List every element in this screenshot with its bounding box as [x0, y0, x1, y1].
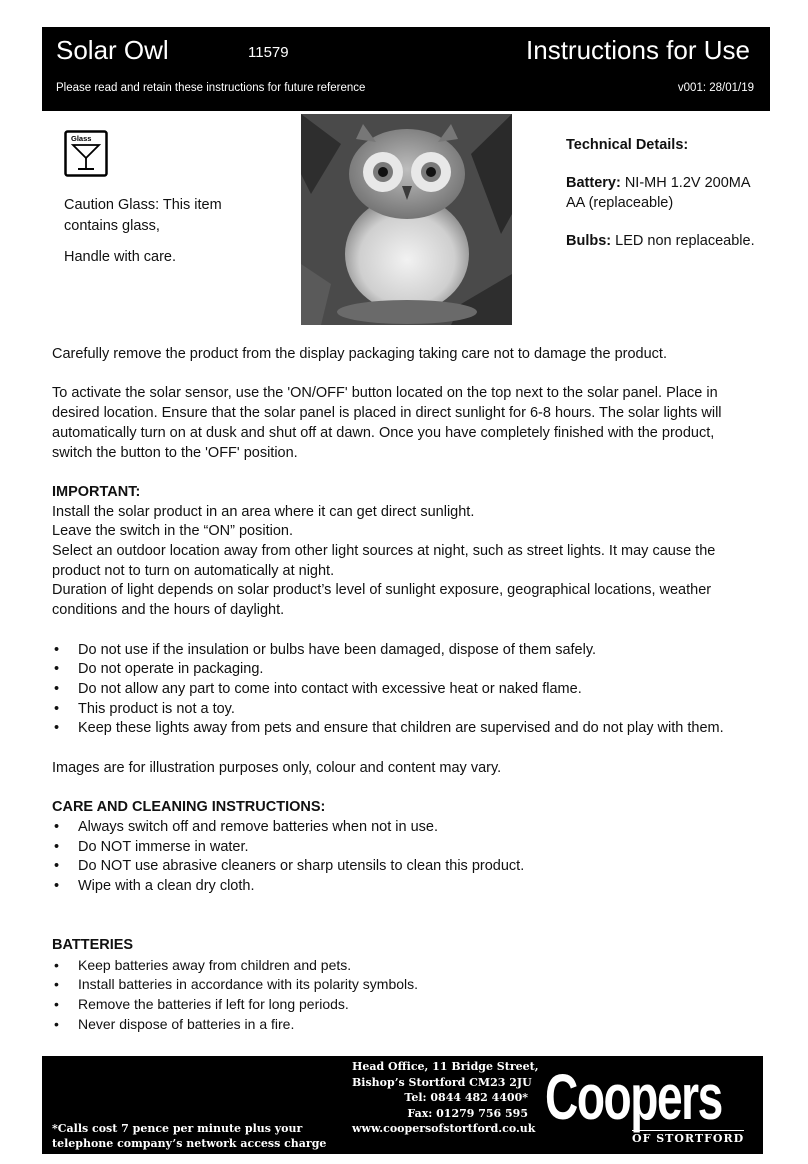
list-item: • Do NOT use abrasive cleaners or sharp utensils to clean this product. — [52, 857, 752, 877]
list-item: • Keep these lights away from pets and ensure that children are supervised and do not play with them. — [52, 719, 752, 739]
call-charges-note — [52, 1121, 326, 1151]
calls-line: *Calls cost 7 pence per minute plus your — [52, 1122, 303, 1135]
caution-line: Caution Glass: This item contains glass, — [64, 197, 222, 234]
warnings-list — [52, 641, 752, 740]
list-item: • Remove the batteries if left for long periods. — [52, 995, 752, 1015]
paragraph-unpack: Carefully remove the product from the display packaging taking care not to damage the product. — [52, 346, 667, 362]
footer-banner — [42, 1056, 763, 1154]
glass-icon-label: Glass — [71, 134, 92, 143]
list-item: • Do not use if the insulation or bulbs have been damaged, dispose of them safely. — [52, 641, 752, 661]
coopers-logo-subtitle: OF STORTFORD — [632, 1132, 745, 1145]
phone-line: Tel: 0844 482 4400* — [404, 1091, 528, 1104]
list-item: • Do NOT immerse in water. — [52, 838, 752, 858]
list-item: • Install batteries in accordance with its polarity symbols. — [52, 975, 752, 995]
list-item: • Do not operate in packaging. — [52, 660, 752, 680]
battery-label: Battery: — [566, 175, 621, 191]
batteries-heading: BATTERIES — [52, 936, 134, 953]
retain-note: Please read and retain these instructions for future reference — [56, 82, 366, 94]
caution-handle: Handle with care. — [64, 249, 177, 265]
address-line: Bishop’s Stortford CM23 2JU — [352, 1075, 532, 1089]
product-photo — [301, 114, 512, 325]
bulbs-label: Bulbs: — [566, 233, 612, 249]
product-title: Solar Owl — [56, 35, 169, 65]
list-item: • This product is not a toy. — [52, 700, 752, 720]
paragraph-activate: To activate the solar sensor, use the 'ON/OFF' button located on the top next to the solar panel. Place in desired location. Ensure that the solar panel is placed in direct sunlight for 6-8 hours. The solar lights will automatically turn on at dusk and shut off at dawn. Once you have completely finished with the product, switch the button to the 'OFF' position. — [52, 385, 722, 461]
important-line: Leave the switch in the “ON” position. — [52, 523, 293, 540]
care-heading: CARE AND CLEANING INSTRUCTIONS: — [52, 799, 326, 816]
version-label: v001: 28/01/19 — [677, 82, 754, 94]
coopers-logo: Coopers — [545, 1061, 722, 1133]
address-line: Head Office, 11 Bridge Street, — [352, 1060, 539, 1073]
calls-line: telephone company’s network access charge — [52, 1137, 327, 1150]
list-item: • Always switch off and remove batteries when not in use. — [52, 818, 752, 838]
care-list — [52, 818, 752, 897]
important-heading: IMPORTANT: — [52, 483, 141, 500]
caution-text — [64, 195, 264, 268]
tech-heading: Technical Details: — [566, 137, 689, 153]
website-line: www.coopersofstortford.co.uk — [352, 1122, 536, 1135]
important-line: Duration of light depends on solar product’s level of sunlight exposure, geographical locations, weather conditions and the hours of daylight. — [52, 582, 712, 619]
glass-warning-icon — [64, 130, 110, 178]
battery-value: NI-MH 1.2V 200MA AA (replaceable) — [566, 175, 750, 211]
important-line: Install the solar product in an area where it can get direct sunlight. — [52, 503, 475, 520]
list-item: • Wipe with a clean dry cloth. — [52, 877, 752, 897]
header-banner — [42, 27, 770, 111]
list-item: • Never dispose of batteries in a fire. — [52, 1015, 752, 1035]
product-code: 11579 — [248, 44, 289, 61]
fax-line: Fax: 01279 756 595 — [407, 1106, 528, 1120]
important-line: Select an outdoor location away from other light sources at night, such as street lights. It may cause the product not to turn on automatically at night. — [52, 543, 716, 579]
head-office-address — [352, 1059, 539, 1137]
technical-details — [566, 135, 766, 269]
document-title: Instructions for Use — [526, 35, 750, 65]
list-item: • Keep batteries away from children and pets. — [52, 956, 752, 976]
list-item: • Do not allow any part to come into contact with excessive heat or naked flame. — [52, 680, 752, 700]
bulbs-value: LED non replaceable. — [611, 233, 755, 249]
batteries-list — [52, 956, 752, 1035]
instructions-body — [52, 345, 752, 1035]
illustration-note: Images are for illustration purposes only, colour and content may vary. — [52, 759, 502, 776]
